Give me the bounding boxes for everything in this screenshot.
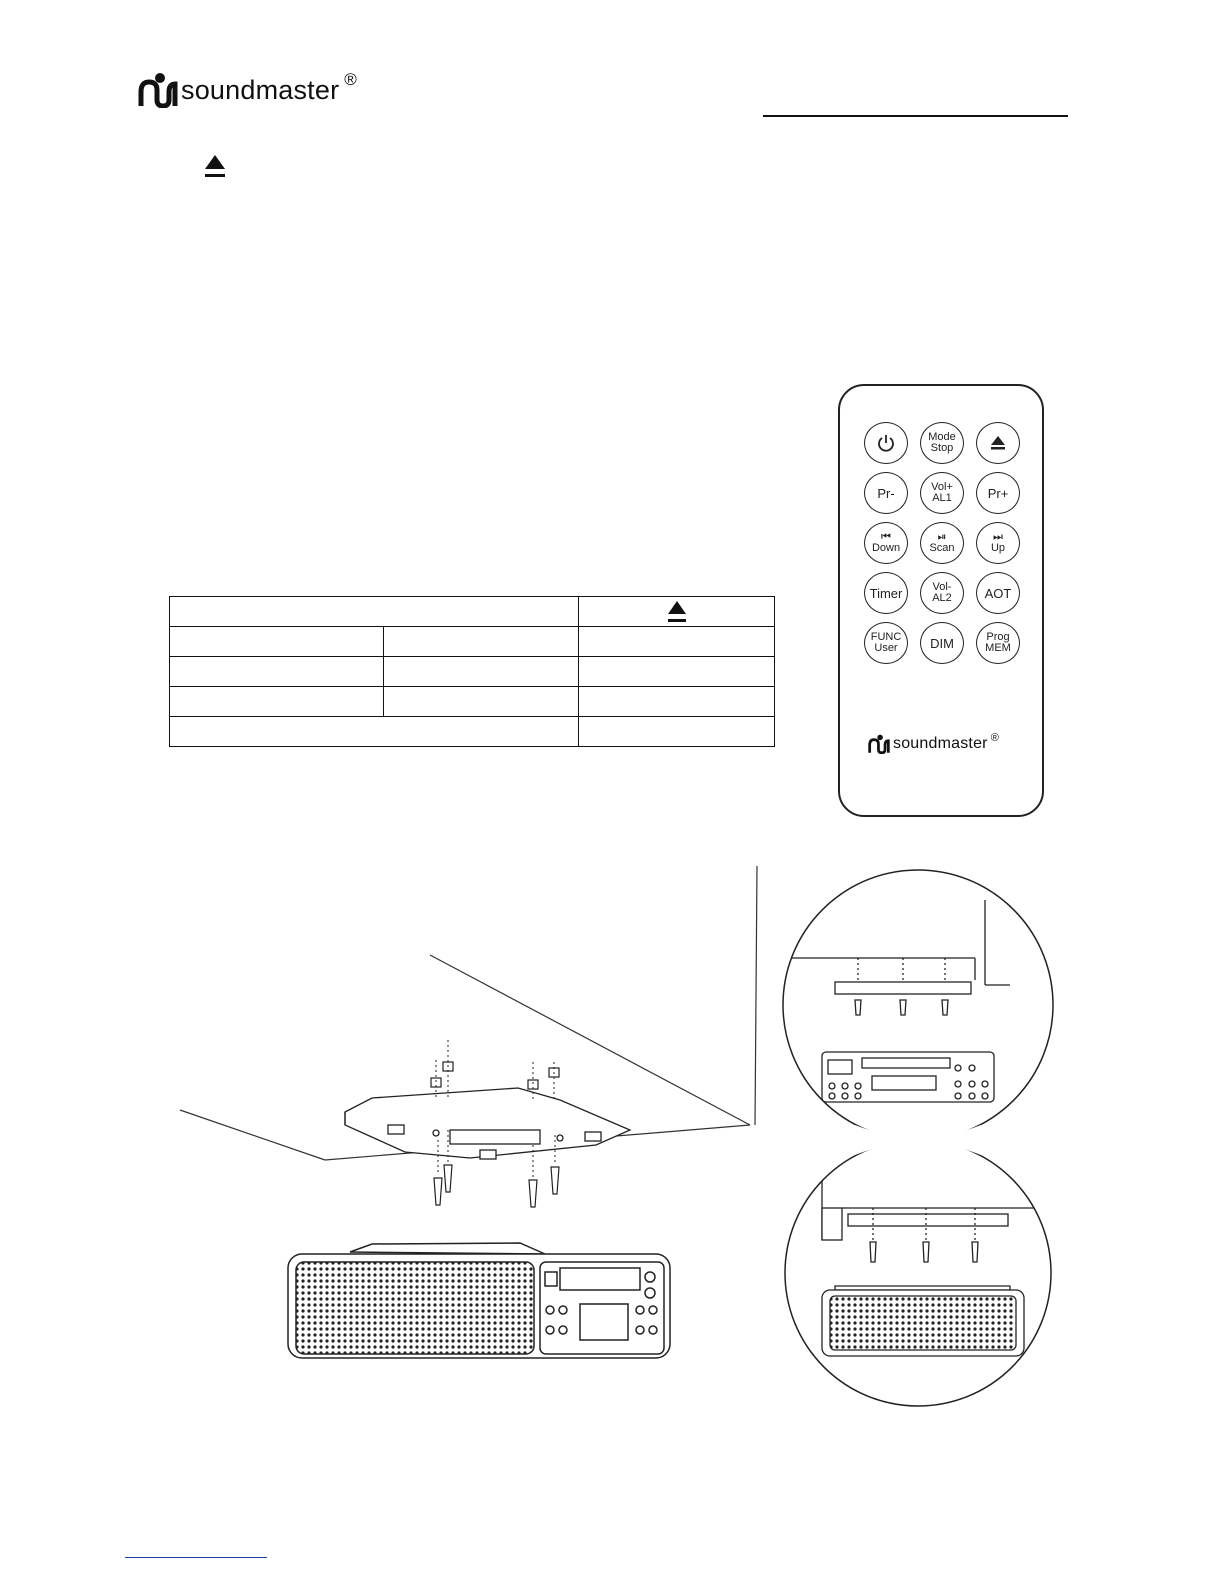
remote-pr-plus-button: Pr+ — [976, 472, 1020, 514]
remote-prog-mem-button: Prog MEM — [976, 622, 1020, 664]
remote-registered-mark: ® — [990, 732, 999, 744]
remote-vol-minus-al2-button: Vol- AL2 — [920, 572, 964, 614]
remote-timer-button: Timer — [864, 572, 908, 614]
skip-back-icon: ⏮ — [881, 531, 891, 543]
remote-aot-button: AOT — [976, 572, 1020, 614]
remote-pr-minus-button: Pr- — [864, 472, 908, 514]
brand-name: soundmaster — [181, 74, 340, 105]
remote-up-button: ⏭ Up — [976, 522, 1020, 564]
spacers — [431, 1062, 559, 1089]
radio-unit — [288, 1243, 670, 1358]
footer-link-rule — [125, 1557, 267, 1558]
remote-dim-button: DIM — [920, 622, 964, 664]
remote-vol-plus-al1-button: Vol+ AL1 — [920, 472, 964, 514]
remote-scan-button: ⏯ Scan — [920, 522, 964, 564]
registered-mark: ® — [344, 70, 357, 89]
skip-forward-icon: ⏭ — [993, 531, 1003, 543]
remote-brand-name: soundmaster — [893, 735, 988, 752]
remote-func-user-button: FUNC User — [864, 622, 908, 664]
play-pause-icon: ⏯ — [937, 531, 947, 543]
remote-down-button: ⏮ Down — [864, 522, 908, 564]
screws — [434, 1165, 559, 1207]
remote-mode-stop-button: Mode Stop — [920, 422, 964, 464]
mounting-bracket — [345, 1088, 630, 1159]
